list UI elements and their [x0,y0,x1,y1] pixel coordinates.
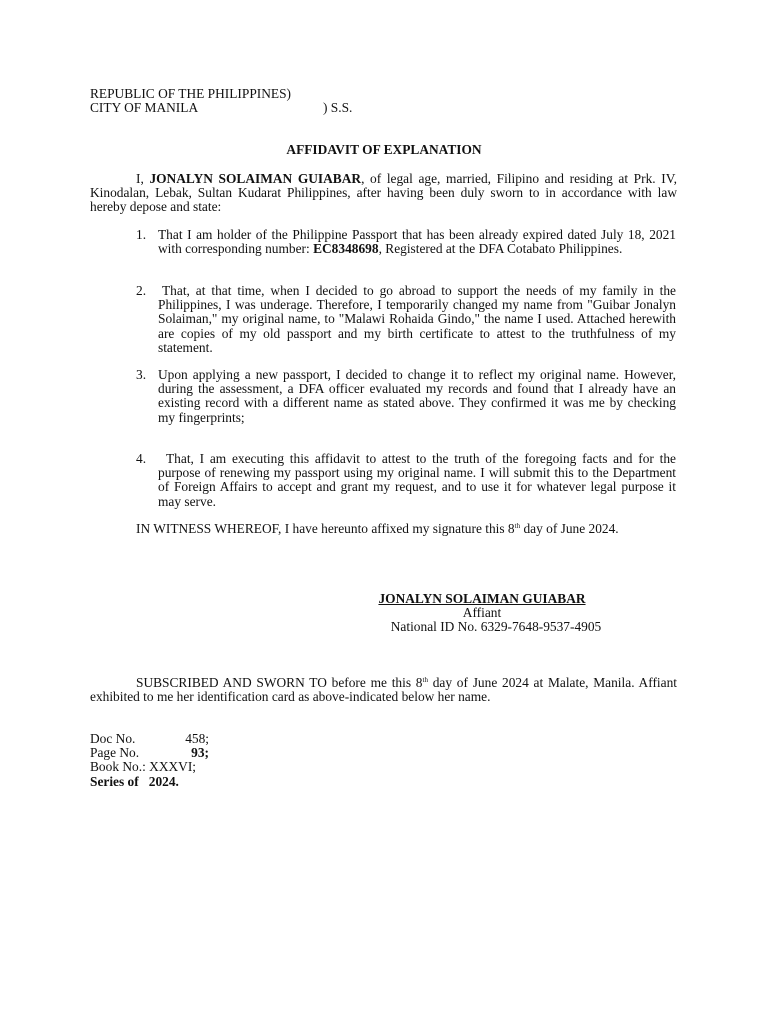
item-1-post: , Registered at the DFA Cotabato Philippines. [378,241,623,257]
item-3-number: 3. [136,367,147,382]
item-1-text [158,228,676,256]
item-1-pre: That I am holder of the Philippine Passport that has been already expired dated July 18, 2021 with corresponding number: [158,227,676,257]
jurat-post: day of June 2024 at Malate, Manila. Affiant exhibited to me her identification card as above-indicated below her name. [90,675,677,705]
item-4-number: 4. [136,451,147,466]
doc-no-label: Doc No. [90,731,136,746]
notarial-register [90,732,209,789]
venue-ss: ) S.S. [323,100,353,116]
item-4-text: That, I am executing this affidavit to attest to the truth of the foregoing facts and for the purpose of renewing my passport using my original name. I will submit this to the Department of Foreign Affairs to accept and grant my request, and to use it for whatever legal purpose it may serve. [158,451,676,509]
document-title: AFFIDAVIT OF EXPLANATION [286,142,482,157]
page-no-row [90,746,209,760]
affiant-name: JONALYN SOLAIMAN GUIABAR [378,591,586,606]
jurat-pre: SUBSCRIBED AND SWORN TO before me this 8 [136,675,423,690]
series-row [90,775,209,789]
item-2-number: 2. [136,283,147,298]
venue-line-1: REPUBLIC OF THE PHILIPPINES) [90,86,292,101]
venue-line-2 [90,101,352,115]
item-3-text: Upon applying a new passport, I decided to change it to reflect my original name. However, during the assessment, a DFA officer evaluated my records and found that I already have an existing record with a different name as stated above. They confirmed it was me by checking my fingerprints; [158,367,676,425]
series-value: 2024. [148,773,179,789]
witness-pre: IN WITNESS WHEREOF, I have hereunto affixed my signature this 8 [136,521,515,536]
witness-sup: th [514,522,521,530]
book-no-row [90,760,209,774]
item-1-number: 1. [136,227,147,242]
jurat-sup: th [422,676,428,684]
intro-name: JONALYN SOLAIMAN GUIABAR [149,171,362,186]
witness-paragraph [90,522,677,536]
doc-no-value: 458; [185,731,209,746]
intro-post: , of legal age, married, Filipino and residing at Prk. IV, Kinodalan, Lebak, Sultan Kudarat Philippines, after having been duly sworn to in accordance with law hereby depose and state: [90,171,677,215]
intro-paragraph [90,172,677,215]
series-label: Series of [90,773,139,789]
page-no-value: 93; [191,745,209,761]
affiant-id: National ID No. 6329-7648-9537-4905 [390,619,602,635]
jurat-paragraph [90,676,677,704]
affiant-block [340,592,624,635]
passport-number: EC8348698 [313,241,379,257]
witness-post: day of June 2024. [520,521,619,536]
book-no-label: Book No.: [90,759,146,775]
item-2-text: That, at that time, when I decided to go abroad to support the needs of my family in the Philippines, I was underage. Therefore, I temporarily changed my name from "Guibar Jonalyn Solaiman," my original name, to "Malawi Rohaida Gindo," the name I used. Attached herewith are copies of my old passport and my birth certificate to attest to the truthfulness of my statement. [158,283,676,355]
affiant-role: Affiant [462,605,502,621]
doc-no-row [90,732,209,746]
venue-block [90,87,352,115]
intro-pre: I, [136,171,150,186]
page-no-label: Page No. [90,745,140,761]
book-no-value: XXXVI; [149,759,197,775]
venue-city: CITY OF MANILA [90,100,199,116]
